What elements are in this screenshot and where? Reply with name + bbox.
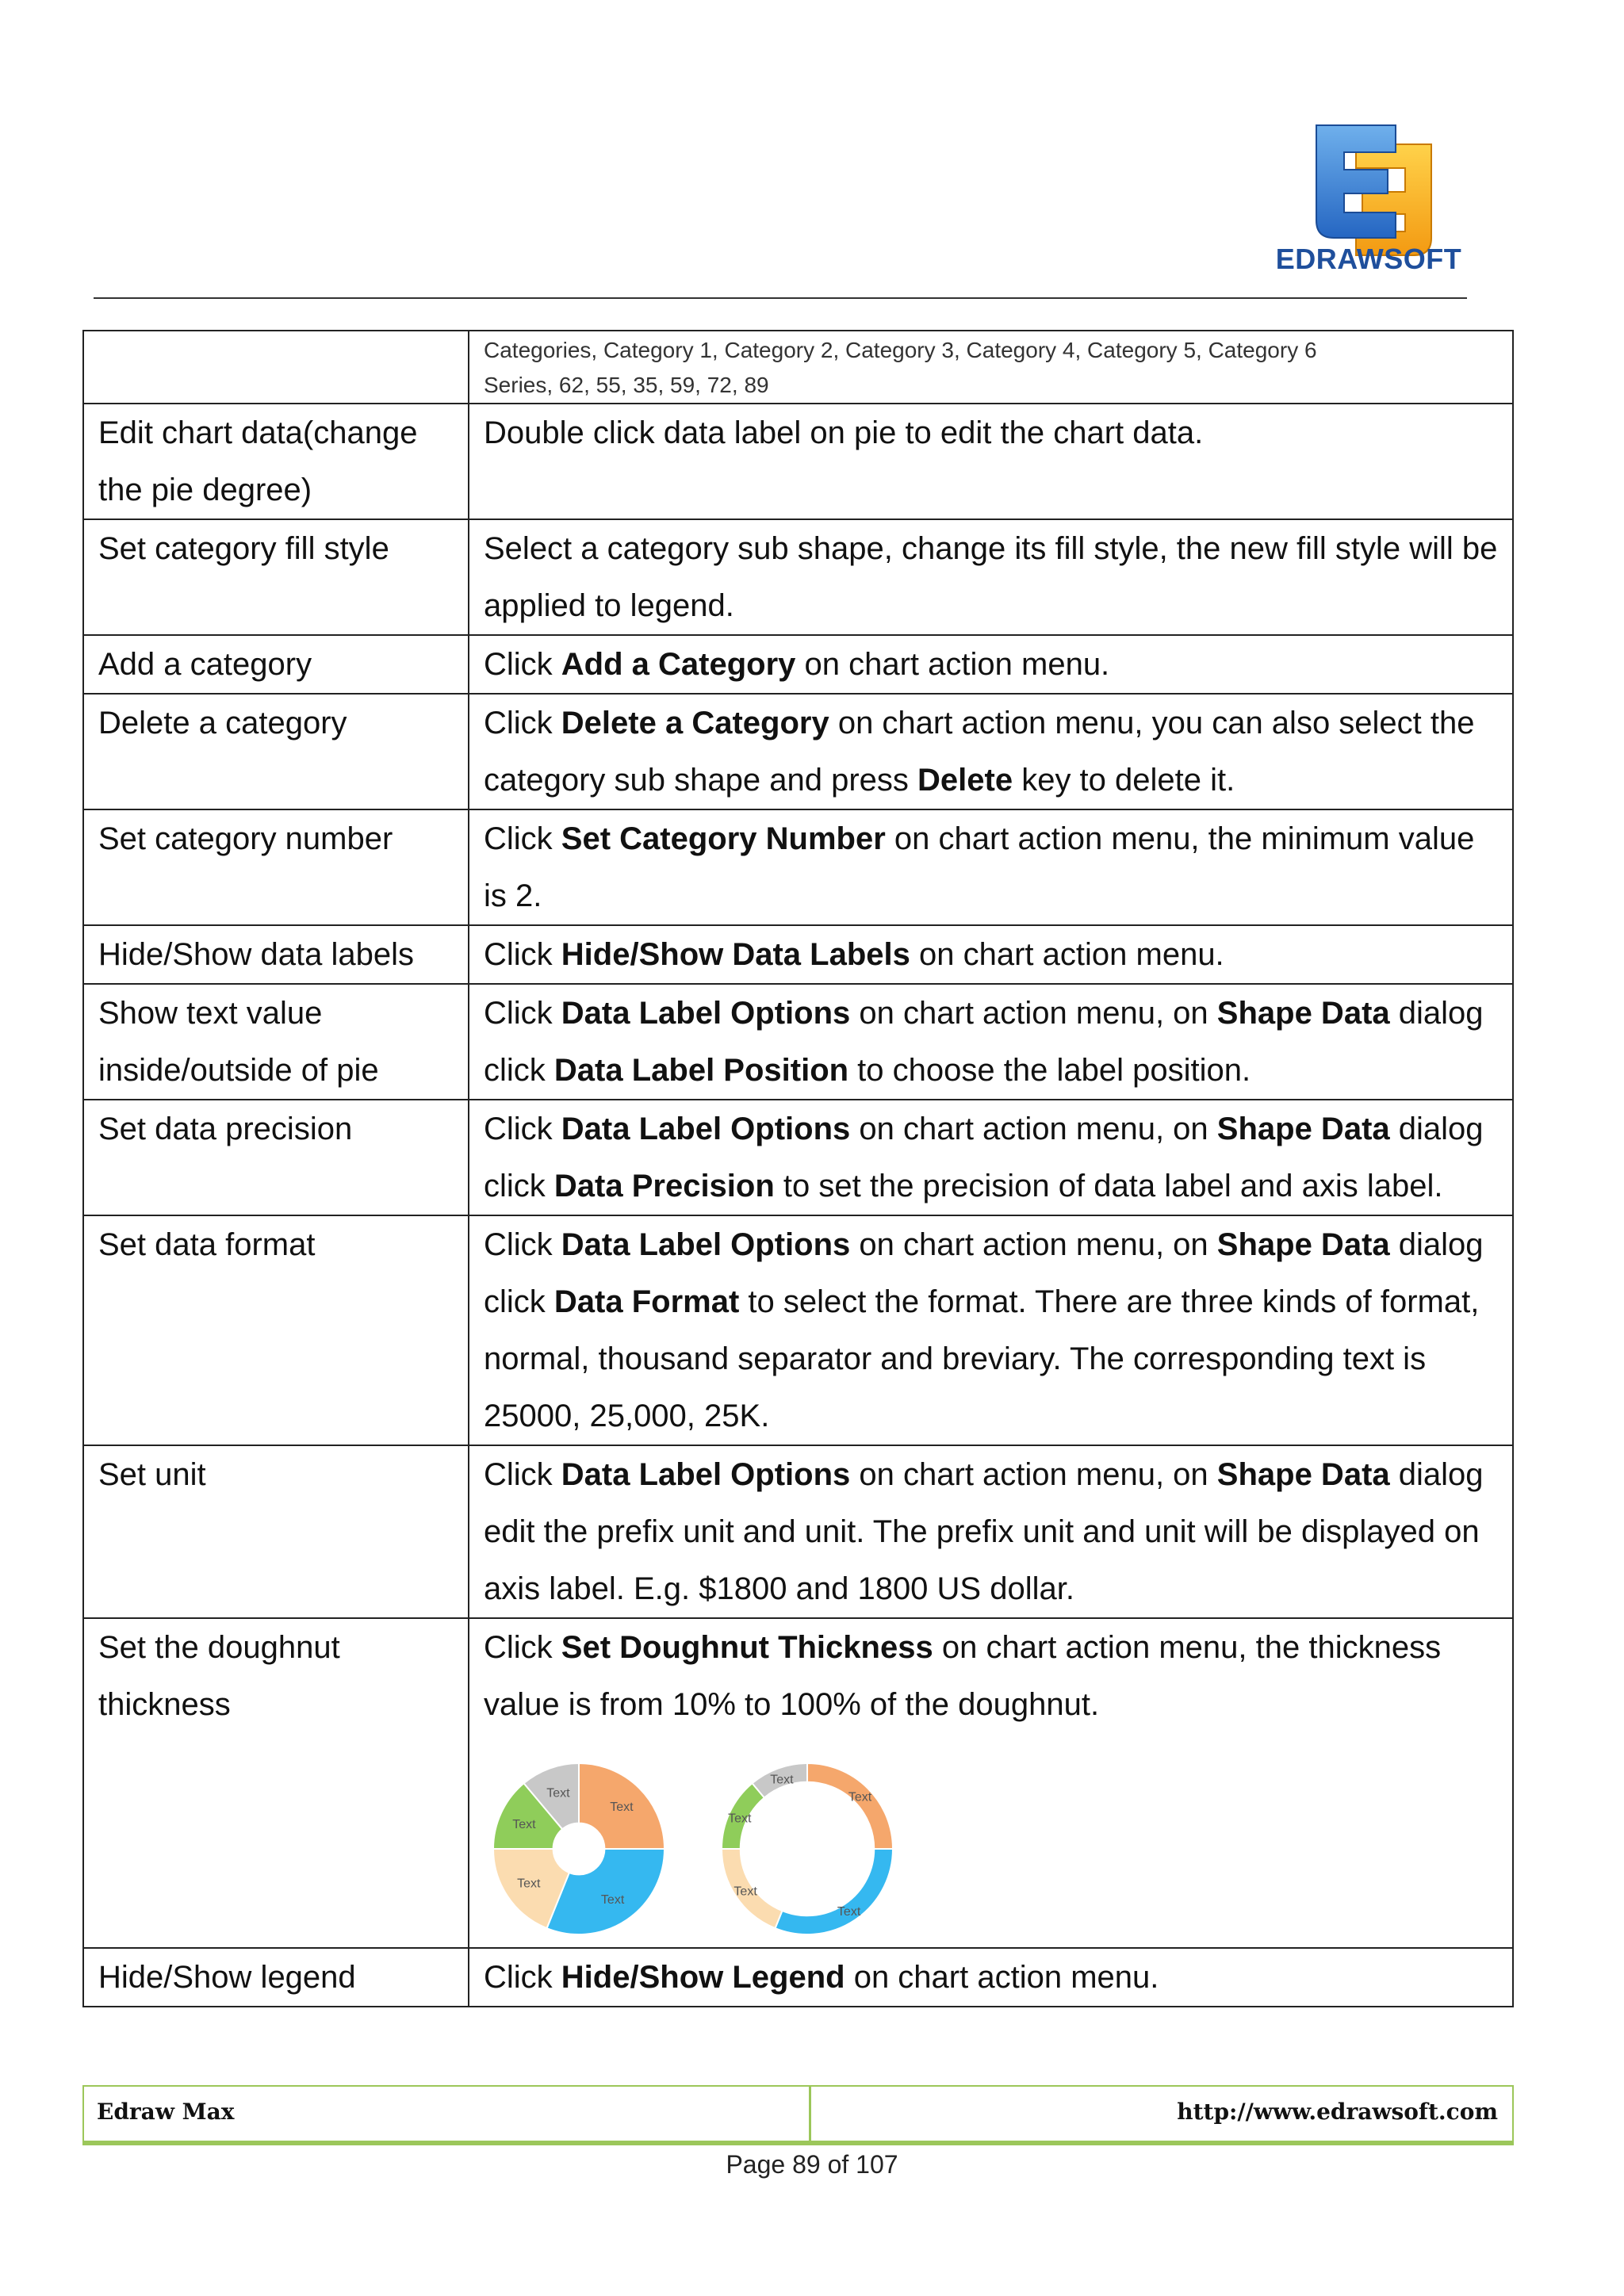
feature-description-cell bbox=[469, 635, 1513, 694]
feature-name-cell: Set data format bbox=[83, 1215, 469, 1445]
menu-command-name: Shape Data bbox=[1216, 1112, 1390, 1146]
description-text: Click bbox=[484, 937, 561, 972]
logo-wordmark: EDRAWSOFT bbox=[1275, 243, 1462, 275]
feature-description-cell bbox=[469, 984, 1513, 1100]
table-cell-empty bbox=[83, 331, 469, 404]
table-row bbox=[83, 984, 1513, 1100]
menu-command-name: Set Category Number bbox=[561, 821, 886, 856]
description-text: on chart action menu. bbox=[795, 647, 1110, 682]
description-text: to choose the label position. bbox=[848, 1053, 1251, 1088]
doughnut-slice bbox=[807, 1763, 893, 1849]
description-text: on chart action menu, you can also select the category sub shape and press bbox=[484, 706, 1475, 798]
feature-name-cell: Set unit bbox=[83, 1445, 469, 1618]
feature-name-cell: Hide/Show data labels bbox=[83, 925, 469, 984]
feature-name-cell: Set category fill style bbox=[83, 519, 469, 635]
description-text: dialog edit the prefix unit and unit. The prefix unit and unit will be displayed on axis label. E.g. $1800 and 1800 US dollar. bbox=[484, 1457, 1484, 1606]
menu-command-name: Data Label Options bbox=[561, 1457, 851, 1492]
description-text: Click bbox=[484, 706, 561, 740]
menu-command-name: Hide/Show Legend bbox=[561, 1960, 845, 1995]
description-text: to set the precision of data label and axis label. bbox=[774, 1169, 1443, 1203]
footer-product-name: Edraw Max bbox=[84, 2087, 811, 2141]
feature-name-cell: Set category number bbox=[83, 809, 469, 925]
table-row bbox=[83, 694, 1513, 809]
menu-command-name: Set Doughnut Thickness bbox=[561, 1630, 933, 1665]
doughnut-chart bbox=[718, 1760, 896, 1938]
slice-data-label: Text bbox=[837, 1904, 861, 1919]
menu-command-name: Delete a Category bbox=[561, 706, 829, 740]
description-text: on chart action menu, on bbox=[850, 1457, 1217, 1492]
menu-command-name: Data Label Options bbox=[561, 1227, 851, 1262]
menu-command-name: Data Precision bbox=[553, 1169, 775, 1203]
description-text: on chart action menu. bbox=[910, 937, 1224, 972]
menu-command-name: Data Label Options bbox=[561, 996, 851, 1031]
feature-name-cell: Edit chart data(change the pie degree) bbox=[83, 404, 469, 519]
table-row bbox=[83, 1948, 1513, 2007]
table-row bbox=[83, 809, 1513, 925]
description-text: dialog click bbox=[484, 996, 1484, 1088]
feature-name-cell: Set the doughnut thickness bbox=[83, 1618, 469, 1948]
menu-command-name: Add a Category bbox=[561, 647, 796, 682]
description-text: Select a category sub shape, change its fill style, the new fill style will be applied to legend. bbox=[484, 531, 1498, 623]
table-row bbox=[83, 1100, 1513, 1215]
menu-command-name: Shape Data bbox=[1216, 996, 1390, 1031]
table-cell-data-lines bbox=[469, 331, 1513, 404]
feature-table bbox=[82, 330, 1514, 2007]
description-text: Click bbox=[484, 1630, 561, 1665]
description-text: on chart action menu, the thickness value is from 10% to 100% of the doughnut. bbox=[484, 1630, 1442, 1722]
description-text: key to delete it. bbox=[1013, 763, 1235, 798]
feature-name-cell: Add a category bbox=[83, 635, 469, 694]
slice-data-label: Text bbox=[546, 1786, 570, 1800]
menu-command-name: Shape Data bbox=[1216, 1457, 1390, 1492]
slice-data-label: Text bbox=[848, 1790, 872, 1804]
description-text: Double click data label on pie to edit the chart data. bbox=[484, 415, 1204, 450]
menu-command-name: Hide/Show Data Labels bbox=[561, 937, 910, 972]
menu-command-name: Data Format bbox=[553, 1284, 740, 1319]
feature-description-cell bbox=[469, 1618, 1513, 1948]
series-line: Series, 62, 55, 35, 59, 72, 89 bbox=[484, 373, 769, 397]
slice-data-label: Text bbox=[733, 1885, 757, 1899]
feature-description-cell bbox=[469, 1948, 1513, 2007]
table-row bbox=[83, 331, 1513, 404]
menu-command-name: Data Label Options bbox=[561, 1112, 851, 1146]
feature-description-cell bbox=[469, 925, 1513, 984]
slice-data-label: Text bbox=[770, 1773, 794, 1787]
description-text: on chart action menu, on bbox=[850, 1227, 1217, 1262]
page-footer bbox=[82, 2085, 1514, 2145]
feature-description-cell bbox=[469, 809, 1513, 925]
feature-description-cell bbox=[469, 519, 1513, 635]
description-text: Click bbox=[484, 647, 561, 682]
description-text: Click bbox=[484, 1960, 561, 1995]
page-number: Page 89 of 107 bbox=[726, 2150, 898, 2179]
table-row bbox=[83, 1445, 1513, 1618]
table-row bbox=[83, 1215, 1513, 1445]
menu-command-name: Delete bbox=[917, 763, 1013, 798]
slice-data-label: Text bbox=[600, 1893, 625, 1908]
description-text: on chart action menu, on bbox=[850, 1112, 1217, 1146]
footer-website-link[interactable]: http://www.edrawsoft.com bbox=[1177, 2099, 1498, 2125]
slice-data-label: Text bbox=[517, 1877, 541, 1891]
description-text: Click bbox=[484, 996, 561, 1031]
feature-description-cell bbox=[469, 1215, 1513, 1445]
feature-description-cell bbox=[469, 1445, 1513, 1618]
feature-name-cell: Set data precision bbox=[83, 1100, 469, 1215]
slice-data-label: Text bbox=[728, 1812, 752, 1826]
feature-name-cell: Show text value inside/outside of pie bbox=[83, 984, 469, 1100]
categories-line: Categories, Category 1, Category 2, Category 3, Category 4, Category 5, Category 6 bbox=[484, 338, 1317, 362]
feature-name-cell: Hide/Show legend bbox=[83, 1948, 469, 2007]
table-row bbox=[83, 1618, 1513, 1948]
description-text: Click bbox=[484, 821, 561, 856]
description-text: Click bbox=[484, 1227, 561, 1262]
description-text: on chart action menu, on bbox=[850, 996, 1217, 1031]
doughnut-slice bbox=[547, 1849, 665, 1934]
menu-command-name: Data Label Position bbox=[553, 1053, 849, 1088]
description-text: dialog click bbox=[484, 1227, 1484, 1319]
description-text: Click bbox=[484, 1112, 561, 1146]
doughnut-examples bbox=[484, 1733, 1500, 1947]
header-divider bbox=[94, 297, 1467, 299]
doughnut-chart bbox=[490, 1760, 668, 1938]
doughnut-slice bbox=[776, 1849, 893, 1934]
table-row bbox=[83, 519, 1513, 635]
slice-data-label: Text bbox=[610, 1800, 634, 1815]
table-row bbox=[83, 635, 1513, 694]
feature-description-cell bbox=[469, 404, 1513, 519]
table-row bbox=[83, 925, 1513, 984]
feature-description-cell bbox=[469, 694, 1513, 809]
description-text: on chart action menu, the minimum value is 2. bbox=[484, 821, 1475, 913]
description-text: Click bbox=[484, 1457, 561, 1492]
description-text: dialog click bbox=[484, 1112, 1484, 1203]
feature-description-cell bbox=[469, 1100, 1513, 1215]
description-text: to select the format. There are three kinds of format, normal, thousand separator and breviary. The corresponding text is 25000, 25,000, 25K. bbox=[484, 1284, 1480, 1433]
slice-data-label: Text bbox=[512, 1817, 536, 1831]
table-row bbox=[83, 404, 1513, 519]
description-text: on chart action menu. bbox=[845, 1960, 1159, 1995]
feature-name-cell: Delete a category bbox=[83, 694, 469, 809]
menu-command-name: Shape Data bbox=[1216, 1227, 1390, 1262]
